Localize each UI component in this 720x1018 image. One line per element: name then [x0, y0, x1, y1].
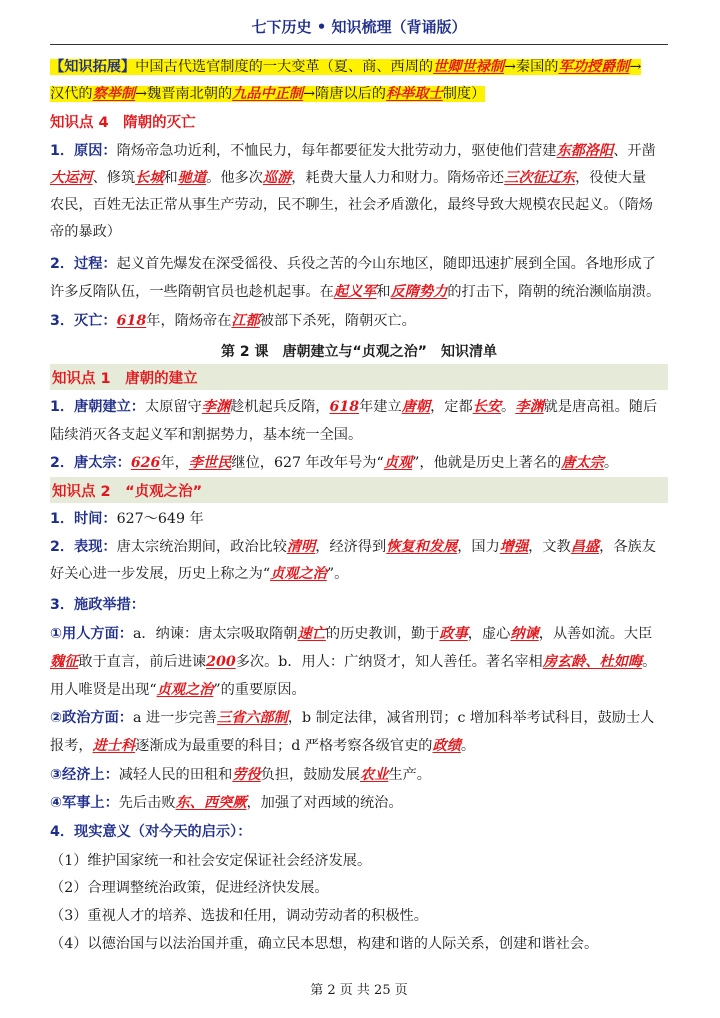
- extension-text: →秦国的: [504, 59, 559, 75]
- text: ，役使大量: [575, 170, 647, 186]
- text: 。: [460, 738, 476, 754]
- text: 和: [163, 170, 178, 186]
- keyword: 增强: [499, 539, 529, 555]
- text: 627～649 年: [116, 511, 204, 527]
- extension-text: →魏晋南北朝的: [135, 86, 233, 102]
- p4-line: [50, 792, 668, 814]
- keyword: 世卿世禄制: [433, 59, 505, 75]
- text: 生产。: [388, 767, 431, 783]
- kp2-perf-line-2: [50, 563, 668, 585]
- kp2-measures-label: 3．施政举措：: [50, 597, 145, 613]
- text: a．纳谏：唐太宗吸取隋朝: [132, 626, 298, 642]
- text: 、修筑: [92, 170, 136, 186]
- keyword: 长安: [472, 399, 502, 415]
- keyword: 纳谏: [510, 626, 539, 642]
- text: 趁机起兵反隋，: [230, 399, 330, 415]
- text: 负担，鼓励发展: [260, 767, 360, 783]
- p1-line-2: [50, 651, 668, 673]
- keyword: 唐朝: [401, 399, 431, 415]
- p1-line-3: [50, 679, 668, 701]
- lesson-title: 第 2 课 唐朝建立与“贞观之治” 知识清单: [221, 344, 497, 360]
- label: 1．唐朝建立：: [50, 399, 145, 415]
- extension-text: 汉代的: [50, 86, 93, 102]
- text: 年建立: [359, 399, 402, 415]
- text: 被部下杀死，隋朝灭亡。: [259, 313, 416, 329]
- kp1-est-line-1: [50, 396, 668, 418]
- kp1-est-line-2: 陆续消灭各支起义军和割据势力，基本统一全国。: [50, 427, 363, 443]
- keyword: 长城: [135, 170, 164, 186]
- extension-text: →隋唐以后的: [303, 86, 386, 102]
- text: 、开凿: [613, 143, 656, 159]
- keyword: 反隋势力: [390, 284, 448, 300]
- text: 继位，627 年改年号为“: [231, 455, 384, 471]
- text: 减轻人民的田租和: [118, 767, 233, 783]
- text: 敢于直言，前后进谏: [78, 654, 207, 670]
- text: 报考，: [50, 738, 93, 754]
- kp2-time-line: [50, 508, 668, 530]
- text: 。: [501, 399, 516, 415]
- significance-item-3: （3）重视人才的培养、选拔和任用，调动劳动者的积极性。: [50, 908, 428, 924]
- document-page: [50, 0, 668, 1018]
- text: 年，隋炀帝在: [146, 313, 232, 329]
- text: ，定都: [430, 399, 473, 415]
- keyword: 东都洛阳: [556, 143, 614, 159]
- keyword: 政绩: [432, 738, 461, 754]
- label: ①用人方面：: [50, 626, 133, 642]
- text: ，b 制定法律，减省刑罚；c 增加科举考试科目，鼓励士人: [287, 710, 655, 726]
- label: ②政治方面：: [50, 710, 133, 726]
- p2-line-2: [50, 735, 668, 757]
- keyword: 三次征辽东: [504, 170, 576, 186]
- extension-text: →: [629, 59, 642, 75]
- keyword: 李渊: [515, 399, 544, 415]
- keyword: 起义军: [333, 284, 377, 300]
- keyword: 巡游: [262, 170, 292, 186]
- kp4-cause-line-3: 农民，百姓无法正常从事生产劳动，民不聊生，社会矛盾激化，最终导致大规模农民起义。（隋炀: [50, 197, 653, 213]
- text: 唐太宗统治期间，政治比较: [116, 539, 287, 555]
- keyword: 李渊: [201, 399, 231, 415]
- keyword: 清明: [286, 539, 316, 555]
- kp1-heading-band: [50, 364, 668, 390]
- keyword: 贞观之治: [156, 682, 214, 698]
- p3-line: [50, 764, 668, 786]
- kp1-taizong-line: [50, 452, 668, 474]
- label: 2．表现：: [50, 539, 117, 555]
- kp4-process-line-2: [50, 281, 668, 303]
- keyword: 恢复和发展: [386, 539, 458, 555]
- text: ，文教: [528, 539, 571, 555]
- keyword: 察举制: [92, 86, 136, 102]
- keyword: 大运河: [50, 170, 93, 186]
- label: 1．原因：: [50, 143, 117, 159]
- label: 2．唐太宗：: [50, 455, 131, 471]
- kp4-heading: 知识点 4 隋朝的灭亡: [50, 115, 196, 131]
- text: 就是唐高祖。随后: [543, 399, 658, 415]
- kp2-perf-line-1: [50, 536, 668, 558]
- keyword: 军功授爵制: [558, 59, 630, 75]
- label: ③经济上：: [50, 767, 119, 783]
- text: 许多反隋队伍，一些隋朝官员也趁机起事。在: [50, 284, 334, 300]
- text: 。: [603, 455, 619, 471]
- keyword: 农业: [360, 767, 389, 783]
- kp1-heading: 知识点 1 唐朝的建立: [52, 371, 198, 387]
- text: 先后击败: [118, 795, 176, 811]
- p1-line-1: [50, 623, 668, 645]
- text: 用人唯贤是出现“: [50, 682, 157, 698]
- keyword: 618: [116, 313, 147, 329]
- label: 2．过程：: [50, 256, 117, 272]
- kp2-heading: 知识点 2 “贞观之治”: [52, 484, 203, 500]
- text: ，国力: [457, 539, 500, 555]
- keyword: 政事: [439, 626, 468, 642]
- text: 隋炀帝急功近利，不恤民力，每年都要征发大批劳动力，驱使他们营建: [116, 143, 557, 159]
- significance-item-1: （1）维护国家统一和社会安定保证社会经济发展。: [50, 853, 372, 869]
- extension-text: 制度）: [442, 86, 486, 102]
- significance-label: 4．现实意义（对今天的启示）：: [50, 824, 252, 840]
- text: 多次。b．用人：广纳贤才，知人善任。著名宰相: [235, 654, 543, 670]
- text: 和: [376, 284, 391, 300]
- keyword: 房玄龄、杜如晦: [542, 654, 643, 670]
- text: ”的重要原因。: [213, 682, 306, 698]
- text: ，虚心: [467, 626, 511, 642]
- keyword: 九品中正制: [232, 86, 304, 102]
- keyword: 贞观之治: [270, 566, 327, 582]
- text: 。: [642, 654, 657, 670]
- extension-line-1: [50, 56, 668, 78]
- p2-line-1: [50, 707, 668, 729]
- text: 。他多次: [206, 170, 263, 186]
- kp4-process-line-1: [50, 253, 668, 275]
- keyword: 科举取士: [385, 86, 443, 102]
- keyword: 进士科: [92, 738, 136, 754]
- keyword: 618: [329, 399, 360, 415]
- label: ④军事上：: [50, 795, 119, 811]
- text: ，经济得到: [315, 539, 387, 555]
- text: 逐渐成为最重要的科目；d 严格考察各级官吏的: [135, 738, 433, 754]
- text: 的打击下，隋朝的统治濒临崩溃。: [447, 284, 661, 300]
- extension-tag: 【知识拓展】: [50, 59, 136, 75]
- kp4-fall-line: [50, 310, 668, 332]
- keyword: 东、西突厥: [175, 795, 247, 811]
- keyword: 速亡: [297, 626, 326, 642]
- text: ，各族友: [599, 539, 656, 555]
- text: a 进一步完善: [132, 710, 217, 726]
- page-header: 七下历史 • 知识梳理（背诵版）: [251, 18, 467, 36]
- text: ”，他就是历史上著名的: [412, 455, 562, 471]
- label: 3．灭亡：: [50, 313, 117, 329]
- label: 1．时间：: [50, 511, 117, 527]
- keyword: 唐太宗: [561, 455, 604, 471]
- kp4-cause-line-4: 帝的暴政）: [50, 224, 121, 240]
- text: 的历史教训，勤于: [325, 626, 440, 642]
- keyword: 昌盛: [570, 539, 600, 555]
- header-rule: [50, 44, 668, 45]
- keyword: 劳役: [232, 767, 261, 783]
- text: 好关心进一步发展，历史上称之为“: [50, 566, 271, 582]
- keyword: 魏征: [50, 654, 79, 670]
- extension-text: 中国古代选官制度的一大变革（夏、商、西周的: [135, 59, 434, 75]
- significance-item-2: （2）合理调整统治政策，促进经济快发展。: [50, 880, 329, 896]
- text: ”。: [326, 566, 349, 582]
- text: ，耗费大量人力和财力。隋炀帝还: [291, 170, 505, 186]
- keyword: 贞观: [383, 455, 413, 471]
- keyword: 三省六部制: [216, 710, 288, 726]
- kp4-cause-line-2: [50, 167, 668, 189]
- keyword: 江都: [231, 313, 260, 329]
- text: 太原留守: [145, 399, 202, 415]
- keyword: 200: [206, 654, 236, 670]
- extension-line-2: [50, 83, 668, 105]
- text: 起义首先爆发在深受徭役、兵役之苦的今山东地区，随即迅速扩展到全国。各地形成了: [116, 256, 656, 272]
- keyword: 李世民: [188, 455, 232, 471]
- kp2-heading-band: [50, 477, 668, 503]
- text: 年，: [160, 455, 189, 471]
- kp4-cause-line-1: [50, 140, 668, 162]
- text: ，从善如流。大臣: [538, 626, 653, 642]
- keyword: 驰道: [177, 170, 207, 186]
- text: ，加强了对西域的统治。: [246, 795, 403, 811]
- keyword: 626: [130, 455, 161, 471]
- page-footer: 第 2 页 共 25 页: [310, 983, 408, 998]
- significance-item-4: （4）以德治国与以法治国并重，确立民本思想，构建和谐的人际关系，创建和谐社会。: [50, 936, 599, 952]
